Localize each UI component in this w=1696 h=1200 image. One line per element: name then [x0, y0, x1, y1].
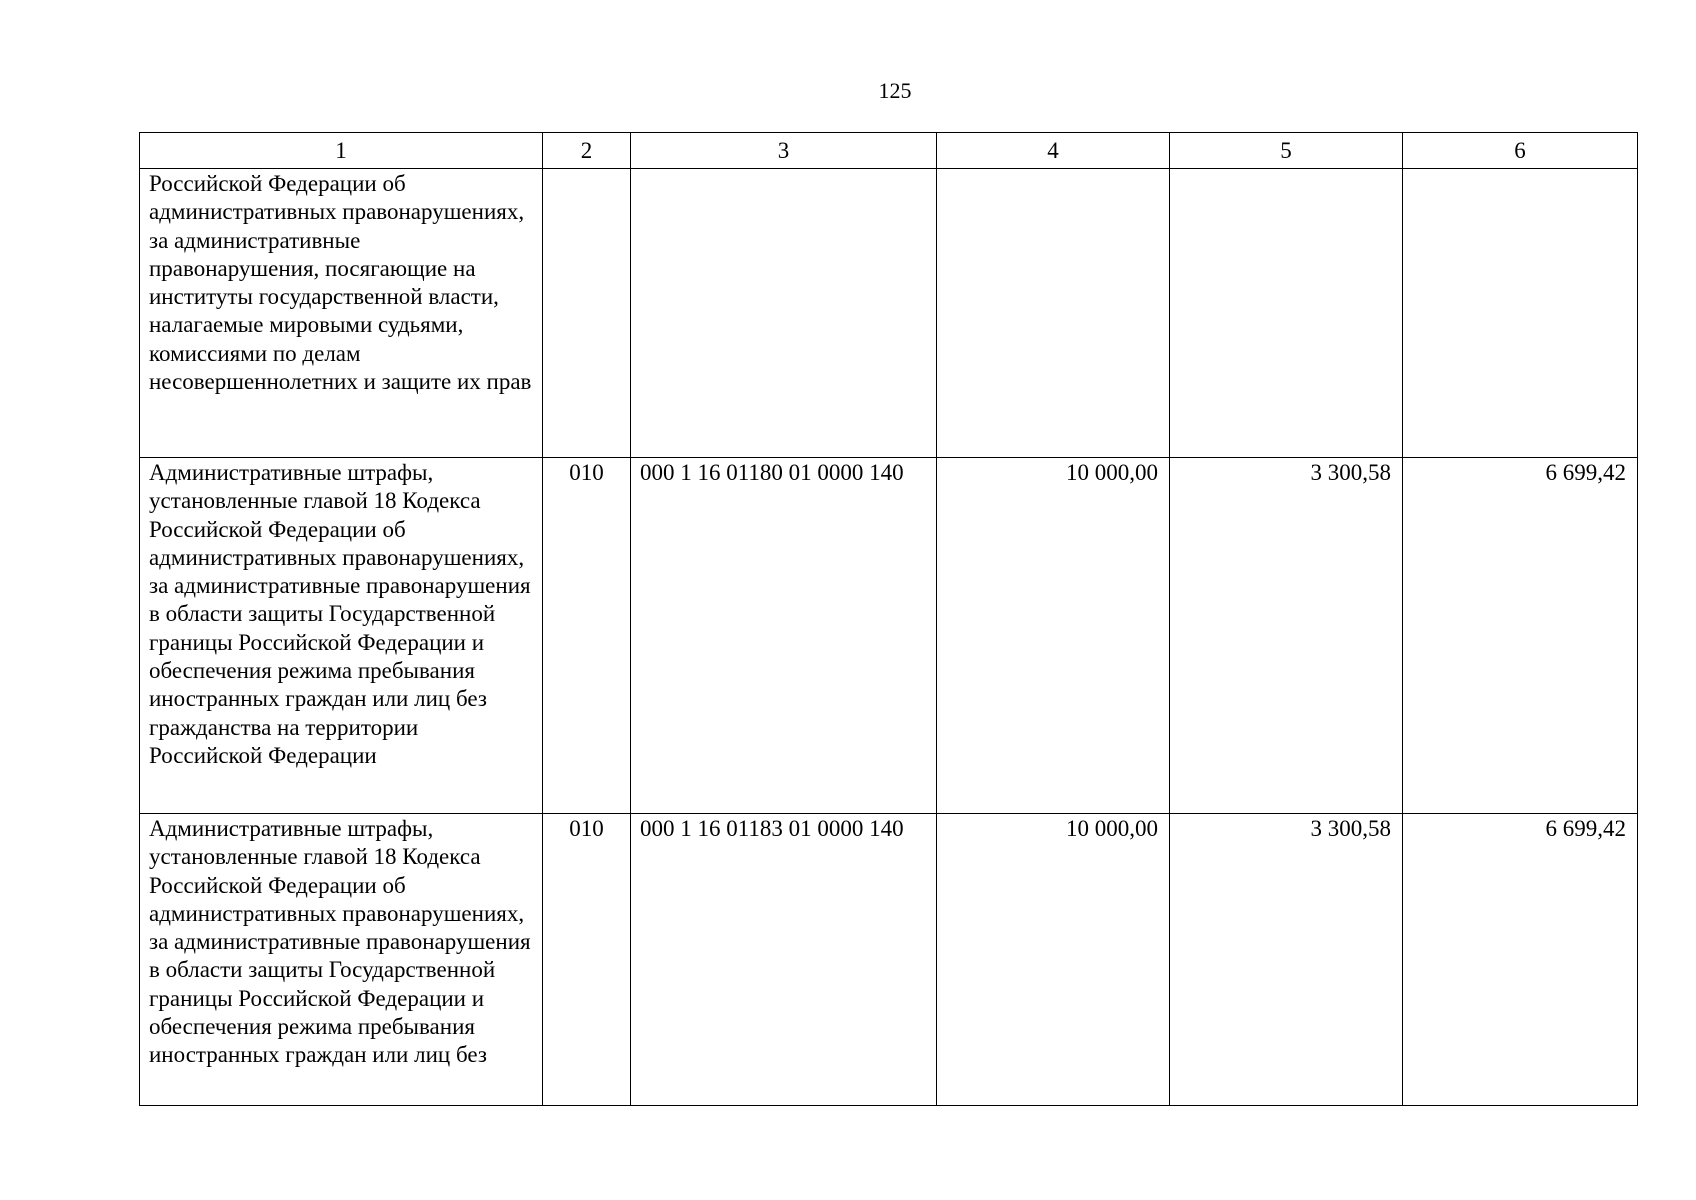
row-value-6: 6 699,42: [1403, 814, 1638, 1106]
table-row: [140, 458, 1638, 814]
row-description-text: Административные штрафы, установленные главой 18 Кодекса Российской Федерации об административных правонарушениях, за административные правонарушения в области защиты Государственной границы Российской Федерации и обеспечения режима пребывания иностранных граждан или лиц без: [149, 816, 531, 1068]
row-value-5: 3 300,58: [1170, 458, 1403, 814]
row-value-4: 10 000,00: [937, 814, 1170, 1106]
budget-table: [139, 132, 1638, 1106]
table-row: [140, 814, 1638, 1106]
row-value-4: [937, 169, 1170, 458]
row-value-6: 6 699,42: [1403, 458, 1638, 814]
row-description-text: Административные штрафы, установленные главой 18 Кодекса Российской Федерации об административных правонарушениях, за административные правонарушения в области защиты Государственной границы Российской Федерации и обеспечения режима пребывания иностранных граждан или лиц без гражданства на территории Российской Федерации: [149, 460, 531, 768]
column-header-6: 6: [1403, 133, 1638, 169]
row-description: [140, 169, 543, 458]
row-value-4: 10 000,00: [937, 458, 1170, 814]
row-value-5: [1170, 169, 1403, 458]
page-number: 125: [878, 78, 912, 103]
row-code: 010: [543, 814, 631, 1106]
column-header-1: 1: [140, 133, 543, 169]
column-header-4: 4: [937, 133, 1170, 169]
row-description: [140, 458, 543, 814]
column-number-row: [140, 133, 1638, 169]
column-header-5: 5: [1170, 133, 1403, 169]
row-kbk: 000 1 16 01183 01 0000 140: [631, 814, 937, 1106]
column-header-3: 3: [631, 133, 937, 169]
row-code: [543, 169, 631, 458]
row-description-text: Российской Федерации об административных правонарушениях, за административные правонарушения, посягающие на институты государственной власти, налагаемые мировыми судьями, комиссиями по делам несовершеннолетних и защите их прав: [149, 171, 532, 395]
column-header-2: 2: [543, 133, 631, 169]
row-value-6: [1403, 169, 1638, 458]
row-value-5: 3 300,58: [1170, 814, 1403, 1106]
row-code: 010: [543, 458, 631, 814]
row-description: [140, 814, 543, 1106]
row-kbk: 000 1 16 01180 01 0000 140: [631, 458, 937, 814]
row-kbk: [631, 169, 937, 458]
table-row: [140, 169, 1638, 458]
